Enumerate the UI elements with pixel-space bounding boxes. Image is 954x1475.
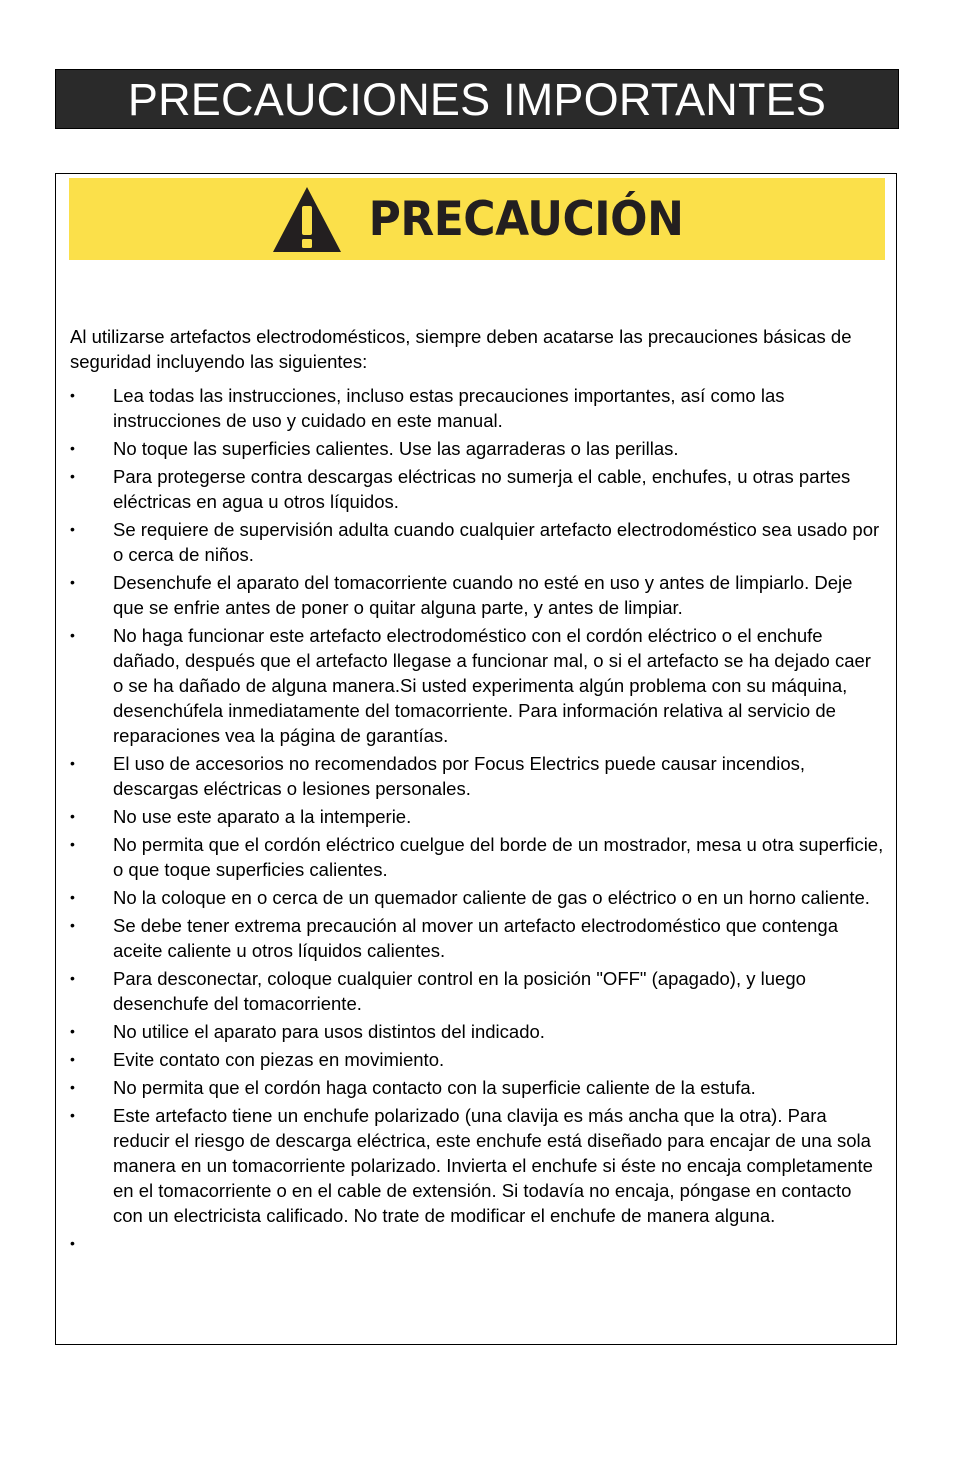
list-item xyxy=(70,832,885,882)
page-title: PRECAUCIONES IMPORTANTES xyxy=(127,73,827,125)
list-item-text: No toque las superficies calientes. Use las agarraderas o las perillas. xyxy=(113,438,679,459)
list-item xyxy=(70,464,885,514)
bullet-glyph: • xyxy=(70,755,75,771)
list-item-text: Este artefacto tiene un enchufe polarizado (una clavija es más ancha que la otra). Para reducir el riesgo de descarga eléctrica, este enchufe está diseñado para encajar de una sola manera en un tomacorriente polarizado. Invierta el enchufe si éste no encaja completamente en el tomacorriente o en el cable de extensión. Si todavía no encaja, póngase en contacto con un electricista calificado. No trate de modificar el enchufe de manera alguna. xyxy=(113,1105,873,1226)
bullet-glyph: • xyxy=(70,1023,75,1039)
intro-text: Al utilizarse artefactos electrodomésticos, siempre deben acatarse las precauciones básicas de seguridad incluyendo las siguientes: xyxy=(70,326,852,372)
list-item xyxy=(70,966,885,1016)
bullet-glyph: • xyxy=(70,917,75,933)
bullet-glyph: • xyxy=(70,889,75,905)
list-item-text: No permita que el cordón eléctrico cuelgue del borde de un mostrador, mesa u otra superficie, o que toque superficies calientes. xyxy=(113,834,884,880)
bullet-glyph: • xyxy=(70,468,75,484)
list-item-text: No haga funcionar este artefacto electrodoméstico con el cordón eléctrico o el enchufe dañado, después que el artefacto llegase a funcionar mal, o si el artefacto se ha dejado caer o se ha dañado de alguna manera.Si usted experimenta algún problema con su máquina, desenchúfela inmediatamente del tomacorriente. Para información relativa al servicio de reparaciones vea la página de garantías. xyxy=(113,625,871,746)
bullet-glyph: • xyxy=(70,1051,75,1067)
caution-label: PRECAUCIÓN xyxy=(368,191,684,247)
list-item-text: El uso de accesorios no recomendados por Focus Electrics puede causar incendios, descargas eléctricas o lesiones personales. xyxy=(113,753,806,799)
bullet-glyph: • xyxy=(70,1107,75,1123)
list-item xyxy=(70,1075,885,1100)
list-item-text: No use este aparato a la intemperie. xyxy=(113,806,412,827)
precautions-list xyxy=(70,383,885,1259)
list-item-text: No utilice el aparato para usos distintos del indicado. xyxy=(113,1021,545,1042)
bullet-glyph: • xyxy=(70,574,75,590)
list-item-text: Para desconectar, coloque cualquier control en la posición "OFF" (apagado), y luego desenchufe del tomacorriente. xyxy=(113,968,806,1014)
list-item-text: Desenchufe el aparato del tomacorriente cuando no esté en uso y antes de limpiarlo. Deje que se enfrie antes de poner o quitar alguna parte, y antes de limpiar. xyxy=(113,572,853,618)
list-item-text: Lea todas las instrucciones, incluso estas precauciones importantes, así como las instrucciones de uso y cuidado en este manual. xyxy=(113,385,785,431)
bullet-glyph: • xyxy=(70,970,75,986)
list-item xyxy=(70,517,885,567)
list-item xyxy=(70,1103,885,1228)
list-item xyxy=(70,1019,885,1044)
list-item xyxy=(70,1047,885,1072)
list-item-text: Evite contato con piezas en movimiento. xyxy=(113,1049,445,1070)
page-title-bar xyxy=(55,69,899,129)
bullet-glyph: • xyxy=(70,627,75,643)
bullet-glyph: • xyxy=(70,521,75,537)
list-item xyxy=(70,383,885,433)
list-item-text: Se requiere de supervisión adulta cuando cualquier artefacto electrodoméstico sea usado por o cerca de niños. xyxy=(113,519,880,565)
list-item xyxy=(70,623,885,748)
list-item xyxy=(70,913,885,963)
bullet-glyph: • xyxy=(70,1235,75,1251)
list-item xyxy=(70,885,885,910)
list-item-text: No permita que el cordón haga contacto con la superficie caliente de la estufa. xyxy=(113,1077,756,1098)
bullet-glyph: • xyxy=(70,440,75,456)
list-item-text: No la coloque en o cerca de un quemador caliente de gas o eléctrico o en un horno caliente. xyxy=(113,887,870,908)
bullet-glyph: • xyxy=(70,387,75,403)
list-item xyxy=(70,1231,885,1256)
caution-banner xyxy=(69,178,885,260)
list-item-text: Se debe tener extrema precaución al mover un artefacto electrodoméstico que contenga aceite caliente u otros líquidos calientes. xyxy=(113,915,839,961)
precautions-box xyxy=(55,173,897,1345)
bullet-glyph: • xyxy=(70,808,75,824)
bullet-glyph: • xyxy=(70,836,75,852)
list-item xyxy=(70,804,885,829)
bullet-glyph: • xyxy=(70,1079,75,1095)
list-item xyxy=(70,751,885,801)
list-item xyxy=(70,436,885,461)
warning-triangle-icon xyxy=(271,184,343,256)
list-item-text: Para protegerse contra descargas eléctricas no sumerja el cable, enchufes, u otras partes eléctricas en agua u otros líquidos. xyxy=(113,466,851,512)
list-item xyxy=(70,570,885,620)
